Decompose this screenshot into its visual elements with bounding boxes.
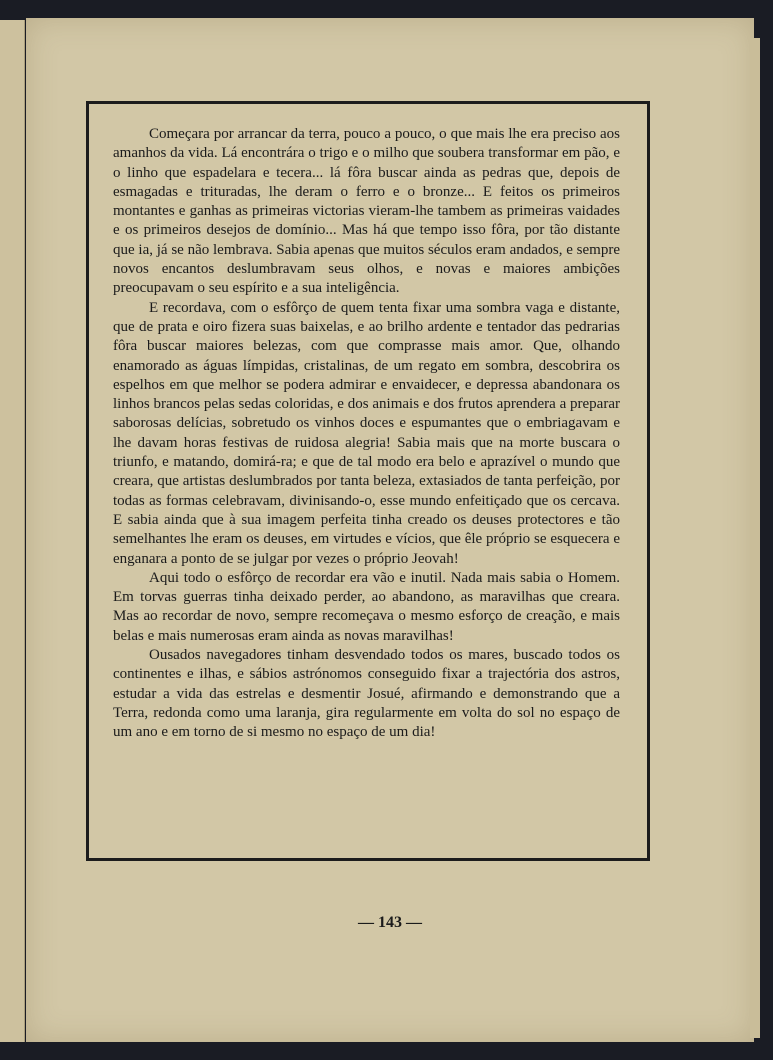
paragraph: Começara por arrancar da terra, pouco a pouco, o que mais lhe era preciso aos amanhos da vida. Lá encontrára o trigo e o milho que soubera transformar em pão, e o linho que espadelara e tecera... lá fôra buscar ainda as pedras que, depois de esmagadas e trituradas, lhe deram o ferro e o bronze... E feitos os primeiros montantes e ganhas as primeiras victorias vieram-lhe tambem as primeiras vaidades e os primeiros desejos de domínio... Mas há que tempo isso fôra, por tão distante que ia, já se não lembrava. Sabia apenas que muitos séculos eram andados, e sempre novos encantos deslumbravam seus olhos, e novas e maiores ambições preocupavam o seu espírito e a sua inteligência. <box>113 126 620 297</box>
page-number: — 143 — <box>358 914 422 931</box>
paragraph: E recordava, com o esfôrço de quem tenta fixar uma sombra vaga e distante, que de prata e oiro fizera suas baixelas, e ao brilho ardente e tentador das pedrarias fôra buscar maiores belezas, com que comprasse mais amor. Que, olhando enamorado as águas límpidas, cristalinas, de um regato em sombra, descobrira os espelhos em que melhor se podera admirar e envaidecer, e depressa abandonara os linhos brancos pelas sedas coloridas, e dos animais e dos frutos aprendera a preparar saborosas delícias, sobretudo os vinhos doces e espumantes que o embriagavam e lhe davam horas festivas de ruidosa alegria! Sabia mais que na morte buscara o triunfo, e matando, domirá-ra; e que de tal modo era belo e aprazível o mundo que creara, que artistas deslumbrados por tanta beleza, extasiados de tanta perfeição, por todas as formas celebravam, divinisando-o, esse mundo enfeitiçado que os cercava. E sabia ainda que à sua imagem perfeita tinha creado os deuses protectores e tão semelhantes lhe eram os deuses, em virtudes e vícios, que êle próprio se esquecera e enganara a ponto de se julgar por vezes o próprio Jeovah! <box>113 299 620 567</box>
paragraph: Aqui todo o esfôrço de recordar era vão e inutil. Nada mais sabia o Homem. Em torvas guerras tinha deixado perder, ao abandono, as maravilhas que creara. Mas ao recordar de novo, sempre recomeçava o mesmo esforço de creação, e mais belas e mais numerosas eram ainda as novas maravilhas! <box>113 569 620 644</box>
page-edge-right <box>750 38 760 1038</box>
body-text <box>113 125 620 743</box>
paragraph: Ousados navegadores tinham desvendado todos os mares, buscado todos os continentes e ilhas, e sábios astrónomos conseguido fixar a trajectória dos astros, estudar a vida das estrelas e desmentir Josué, afirmando e demonstrando que a Terra, redonda como uma laranja, gira regularmente em volta do sol no espaço de um ano e em torno de si mesmo no espaço de um dia! <box>113 647 620 741</box>
facing-page-edge <box>0 20 25 1042</box>
